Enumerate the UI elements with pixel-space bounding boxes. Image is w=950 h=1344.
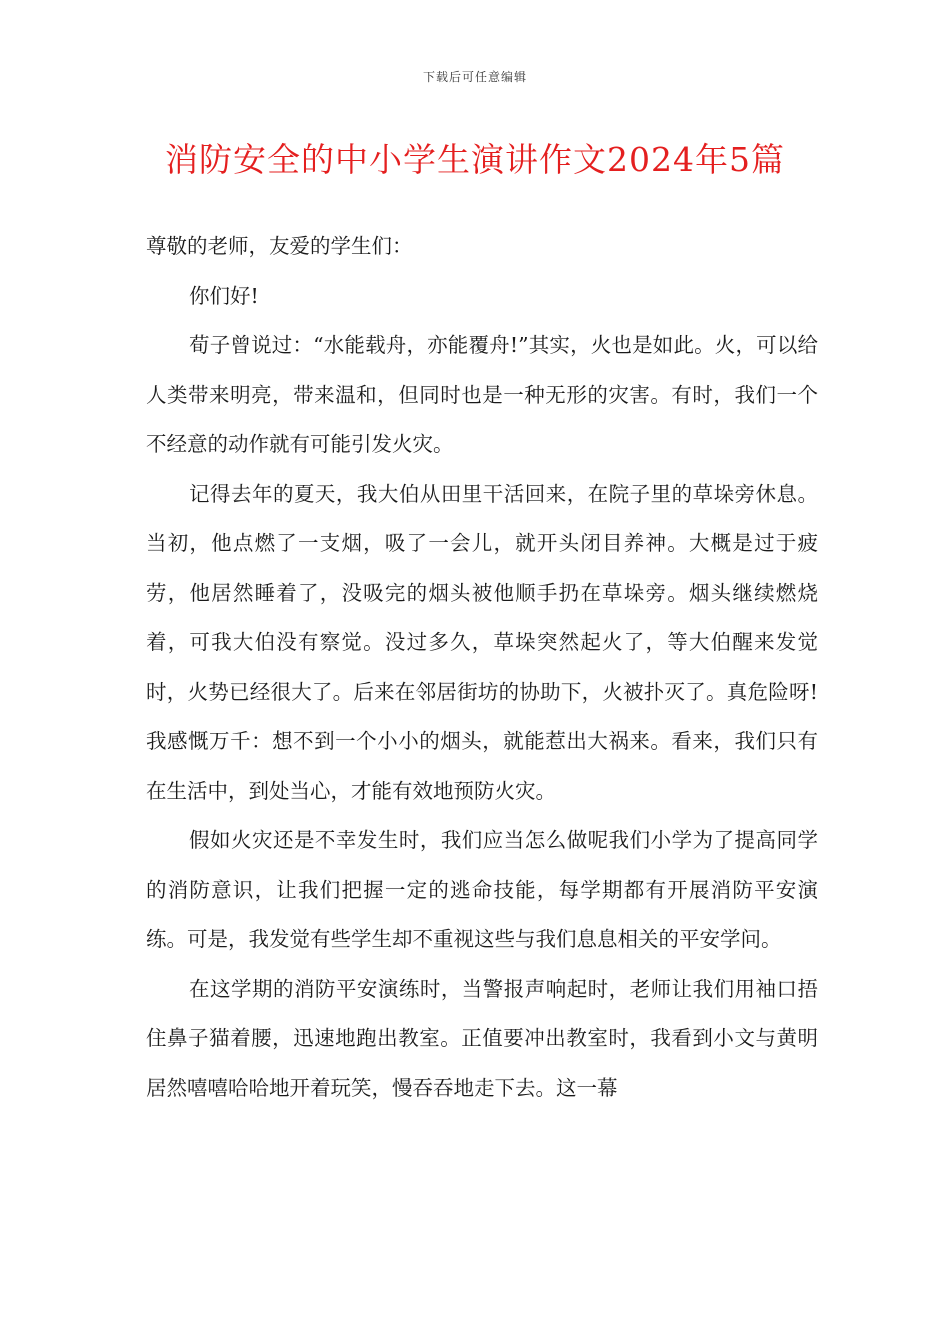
header-note: 下载后可任意编辑 [422, 70, 527, 84]
paragraph-3: 假如火灾还是不幸发生时，我们应当怎么做呢我们小学为了提高同学的消防意识，让我们把握一定的逃命技能，每学期都有开展消防平安演练。可是，我发觉有些学生却不重视这些与我们息息相关的平安学问。 [146, 828, 818, 951]
greeting: 你们好! [189, 283, 259, 308]
document-body [146, 222, 818, 1113]
salutation: 尊敬的老师，友爱的学生们： [146, 234, 413, 258]
paragraph-4: 在这学期的消防平安演练时，当警报声响起时，老师让我们用袖口捂住鼻子猫着腰，迅速地跑出教室。正值要冲出教室时，我看到小文与黄明居然嘻嘻哈哈地开着玩笑，慢吞吞地走下去。这一幕 [146, 976, 818, 1100]
paragraph-2: 记得去年的夏天，我大伯从田里干活回来，在院子里的草垛旁休息。当初，他点燃了一支烟，吸了一会儿，就开头闭目养神。大概是过于疲劳，他居然睡着了，没吸完的烟头被他顺手扔在草垛旁。烟头继续燃烧着，可我大伯没有察觉。没过多久，草垛突然起火了，等大伯醒来发觉时，火势已经很大了。后来在邻居街坊的协助下，火被扑灭了。真危险呀!我感慨万千：想不到一个小小的烟头，就能惹出大祸来。看来，我们只有在生活中，到处当心，才能有效地预防火灾。 [146, 481, 818, 803]
document-title: 消防安全的中小学生演讲作文2024年5篇 [165, 140, 785, 179]
paragraph-1: 荀子曾说过：“水能载舟，亦能覆舟!”其实，火也是如此。火，可以给人类带来明亮，带来温和，但同时也是一种无形的灾害。有时，我们一个不经意的动作就有可能引发火灾。 [146, 333, 818, 456]
